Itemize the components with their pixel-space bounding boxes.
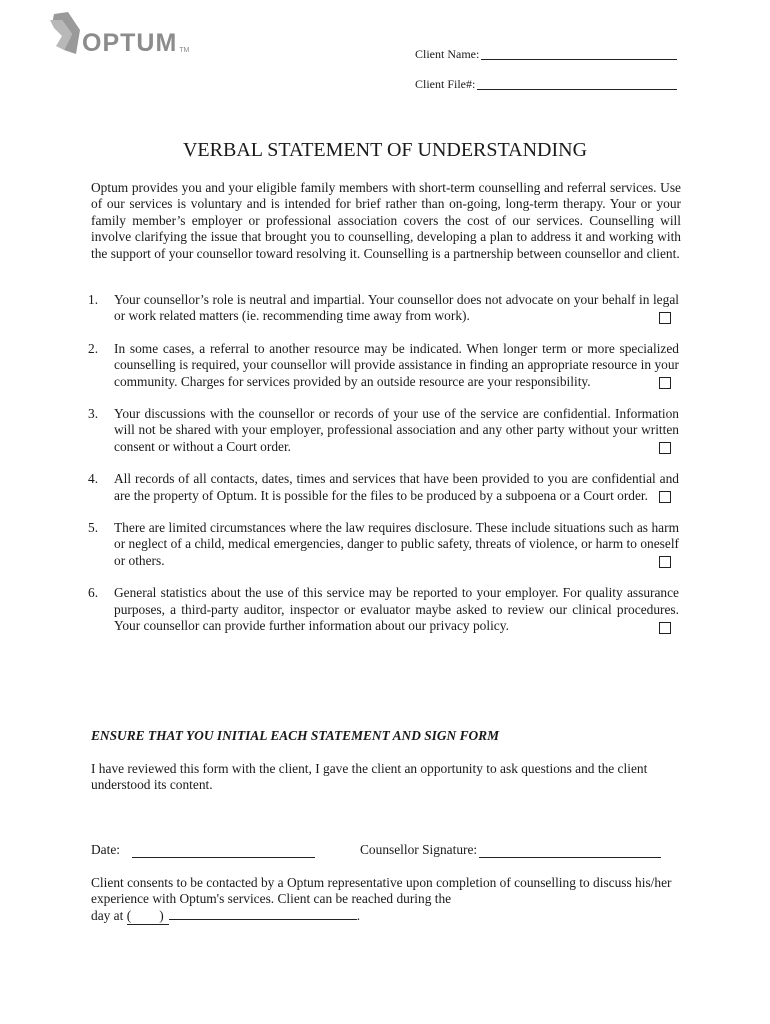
statement-number: 3.	[88, 406, 99, 422]
client-file-row	[415, 74, 677, 90]
intro-paragraph: Optum provides you and your eligible family members with short-term counselling and referral services. Use of our services is voluntary and is intended for brief rather than on-going, long-term therapy. Your or your family member’s employer or professional association covers the cost of our services. Counselling will involve clarifying the issue that brought you to counselling, developing a plan to address it and working with the support of your counsellor toward resolving it. Counselling is a partnership between counsellor and client.	[91, 180, 681, 261]
statement-item-3	[88, 406, 681, 455]
statement-number: 5.	[88, 520, 99, 536]
signature-row	[91, 842, 681, 858]
client-name-label: Client Name:	[415, 47, 480, 61]
statement-text: Your discussions with the counsellor or records of your use of the service are confidential. Information will not be shared with your employer, professional association and any other party without your written consent or without a Court order.	[114, 406, 679, 454]
initial-checkbox-1[interactable]	[659, 312, 671, 324]
consent-text: Client consents to be contacted by a Optum representative upon completion of counselling to discuss his/her experience with Optum's services. Client can be reached during the	[91, 875, 672, 907]
initial-checkbox-4[interactable]	[659, 491, 671, 503]
statement-item-4	[88, 471, 681, 504]
statement-text: All records of all contacts, dates, times and services that have been provided to you are confidential and are the property of Optum. It is possible for the files to be produced by a subpoena or a Court order.	[114, 471, 679, 503]
client-name-field[interactable]	[481, 47, 677, 60]
statement-number: 2.	[88, 340, 99, 356]
signature-label: Counsellor Signature:	[360, 842, 478, 857]
consent-paragraph	[91, 875, 681, 925]
initial-checkbox-3[interactable]	[659, 442, 671, 454]
area-code-field[interactable]	[127, 908, 169, 925]
statement-item-2	[88, 341, 681, 390]
logo-wordmark: OPTUM	[82, 29, 178, 57]
statement-text: Your counsellor’s role is neutral and impartial. Your counsellor does not advocate on your behalf in legal or work related matters (ie. recommending time away from work).	[114, 292, 679, 324]
statement-text: There are limited circumstances where the law requires disclosure. These include situations such as harm or neglect of a child, medical emergencies, danger to public safety, threats of violence, or harm to oneself or others.	[114, 520, 679, 568]
paren-close: )	[159, 907, 164, 923]
reviewed-statement: I have reviewed this form with the client, I gave the client an opportunity to ask questions and the client understood its content.	[91, 761, 648, 793]
statement-item-5	[88, 520, 681, 569]
statement-text: General statistics about the use of this service may be reported to your employer. For quality assurance purposes, a third-party auditor, inspector or evaluator maybe asked to review our clinical procedures. Your counsellor can provide further information about our privacy policy.	[114, 585, 679, 634]
date-field[interactable]	[132, 843, 315, 858]
initial-checkbox-6[interactable]	[659, 622, 671, 634]
logo-trademark: TM	[179, 47, 190, 54]
statement-number: 6.	[88, 585, 99, 601]
statement-item-1	[88, 292, 681, 325]
statement-number: 4.	[88, 471, 99, 487]
day-at-label: day at	[91, 907, 124, 923]
signature-field[interactable]	[479, 843, 661, 858]
optum-logo-icon	[46, 10, 86, 56]
optum-logo	[46, 10, 189, 56]
date-label: Date:	[91, 842, 120, 857]
phone-number-field[interactable]	[169, 919, 357, 920]
client-file-label: Client File#:	[415, 77, 476, 91]
statement-text: In some cases, a referral to another resource may be indicated. When longer term or more specialized counselling is required, your counsellor will provide assistance in finding an appropriate resource in your community. Charges for services provided by an outside resource are your responsibility.	[114, 340, 679, 389]
client-fields	[415, 44, 677, 104]
client-file-field[interactable]	[477, 77, 677, 90]
consent-period: .	[356, 907, 361, 923]
paren-open: (	[126, 907, 132, 923]
statement-number: 1.	[88, 292, 99, 307]
initial-checkbox-2[interactable]	[659, 377, 671, 389]
ensure-instruction: ENSURE THAT YOU INITIAL EACH STATEMENT AND SIGN FORM	[91, 728, 500, 743]
initial-checkbox-5[interactable]	[659, 556, 671, 568]
client-name-row	[415, 44, 677, 60]
statement-item-6	[88, 585, 681, 634]
statement-list	[88, 292, 681, 651]
page-title: VERBAL STATEMENT OF UNDERSTANDING	[182, 139, 588, 161]
